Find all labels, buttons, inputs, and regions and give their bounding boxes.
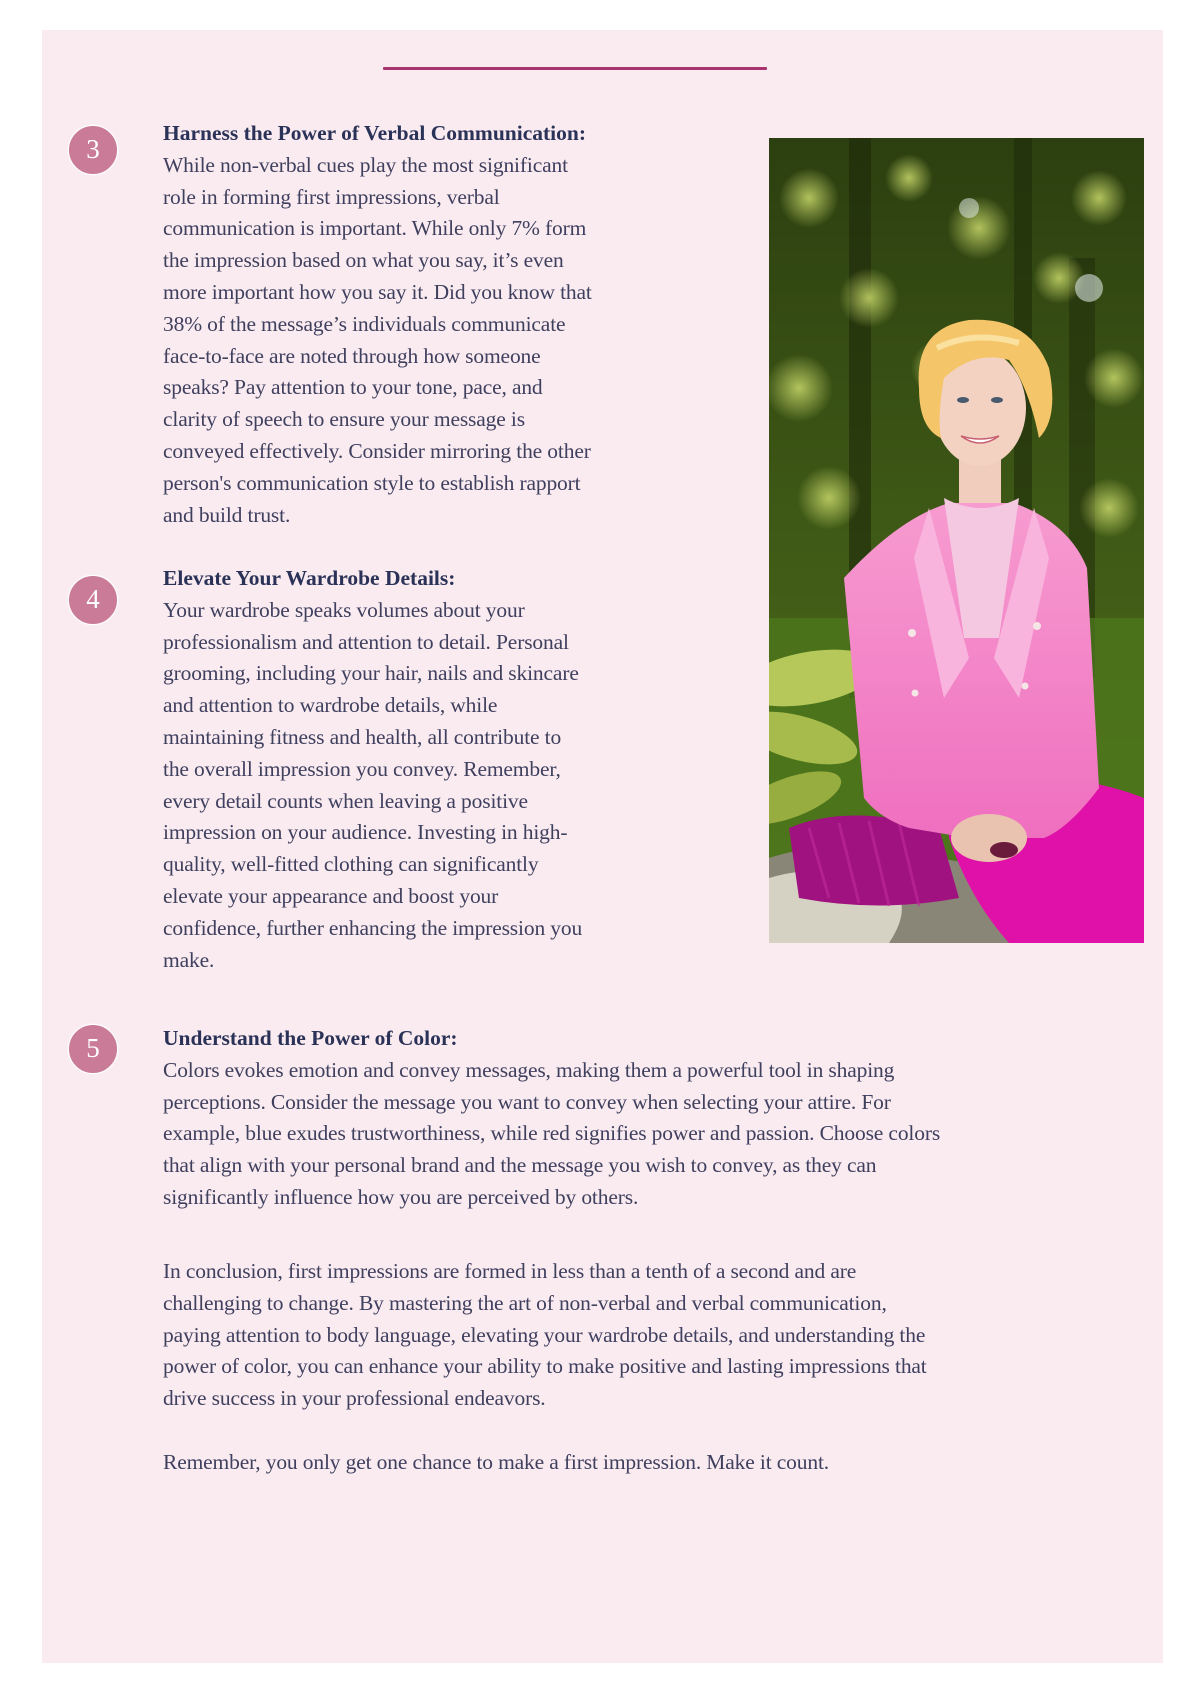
body-line: significantly influence how you are perceived by others.: [163, 1184, 639, 1209]
step-badge-4: 4: [68, 575, 118, 625]
body-line: In conclusion, first impressions are formed in less than a tenth of a second and are: [163, 1259, 857, 1283]
body-line: elevate your appearance and boost your: [163, 883, 499, 908]
body-line: more important how you say it. Did you know that: [163, 279, 592, 304]
body-line: 38% of the message’s individuals communicate: [163, 311, 566, 336]
portrait-illustration: [769, 138, 1144, 943]
body-line: and build trust.: [163, 502, 291, 527]
section-heading: Elevate Your Wardrobe Details:: [163, 566, 456, 590]
body-line: make.: [163, 947, 215, 972]
body-line: conveyed effectively. Consider mirroring the other: [163, 438, 591, 463]
step-badge-3: 3: [68, 125, 118, 175]
conclusion-paragraph: [163, 1256, 1148, 1415]
body-line: paying attention to body language, elevating your wardrobe details, and understanding the: [163, 1322, 926, 1347]
body-line: impression on your audience. Investing in high-: [163, 820, 568, 845]
body-line: professionalism and attention to detail. Personal: [163, 629, 569, 654]
closing-line: Remember, you only get one chance to make a first impression. Make it count.: [163, 1450, 829, 1474]
body-line: Your wardrobe speaks volumes about your: [163, 597, 525, 622]
body-line: Colors evokes emotion and convey messages, making them a powerful tool in shaping: [163, 1057, 895, 1082]
body-line: While non-verbal cues play the most significant: [163, 152, 568, 177]
body-line: the impression based on what you say, it’s even: [163, 248, 564, 273]
body-line: example, blue exudes trustworthiness, while red signifies power and passion. Choose colors: [163, 1121, 941, 1146]
body-line: role in forming first impressions, verbal: [163, 184, 500, 209]
body-line: every detail counts when leaving a positive: [163, 788, 528, 813]
body-line: person's communication style to establish rapport: [163, 470, 581, 495]
body-line: maintaining fitness and health, all contribute to: [163, 724, 562, 749]
body-line: confidence, further enhancing the impression you: [163, 915, 583, 940]
body-line: communication is important. While only 7% form: [163, 216, 587, 241]
section-heading: Harness the Power of Verbal Communication:: [163, 121, 587, 145]
body-line: clarity of speech to ensure your message is: [163, 407, 525, 432]
body-line: face-to-face are noted through how someone: [163, 343, 541, 368]
body-line: perceptions. Consider the message you want to convey when selecting your attire. For: [163, 1089, 891, 1114]
body-line: grooming, including your hair, nails and skincare: [163, 661, 579, 686]
section-wardrobe-details: [163, 563, 723, 976]
closing-paragraph: [163, 1447, 1148, 1479]
body-line: that align with your personal brand and the message you wish to convey, as they can: [163, 1153, 877, 1178]
body-line: challenging to change. By mastering the art of non-verbal and verbal communication,: [163, 1290, 887, 1315]
body-line: and attention to wardrobe details, while: [163, 693, 498, 718]
section-power-of-color: [163, 1023, 1148, 1214]
body-line: quality, well-fitted clothing can significantly: [163, 852, 539, 877]
section-verbal-communication: [163, 118, 723, 531]
section-heading: Understand the Power of Color:: [163, 1026, 458, 1050]
body-line: speaks? Pay attention to your tone, pace, and: [163, 375, 543, 400]
body-line: drive success in your professional endeavors.: [163, 1386, 546, 1411]
body-line: the overall impression you convey. Remember,: [163, 756, 561, 781]
body-line: power of color, you can enhance your ability to make positive and lasting impressions that: [163, 1354, 927, 1379]
portrait-photo: [769, 138, 1144, 943]
step-badge-5: 5: [68, 1024, 118, 1074]
top-divider: [383, 67, 767, 70]
